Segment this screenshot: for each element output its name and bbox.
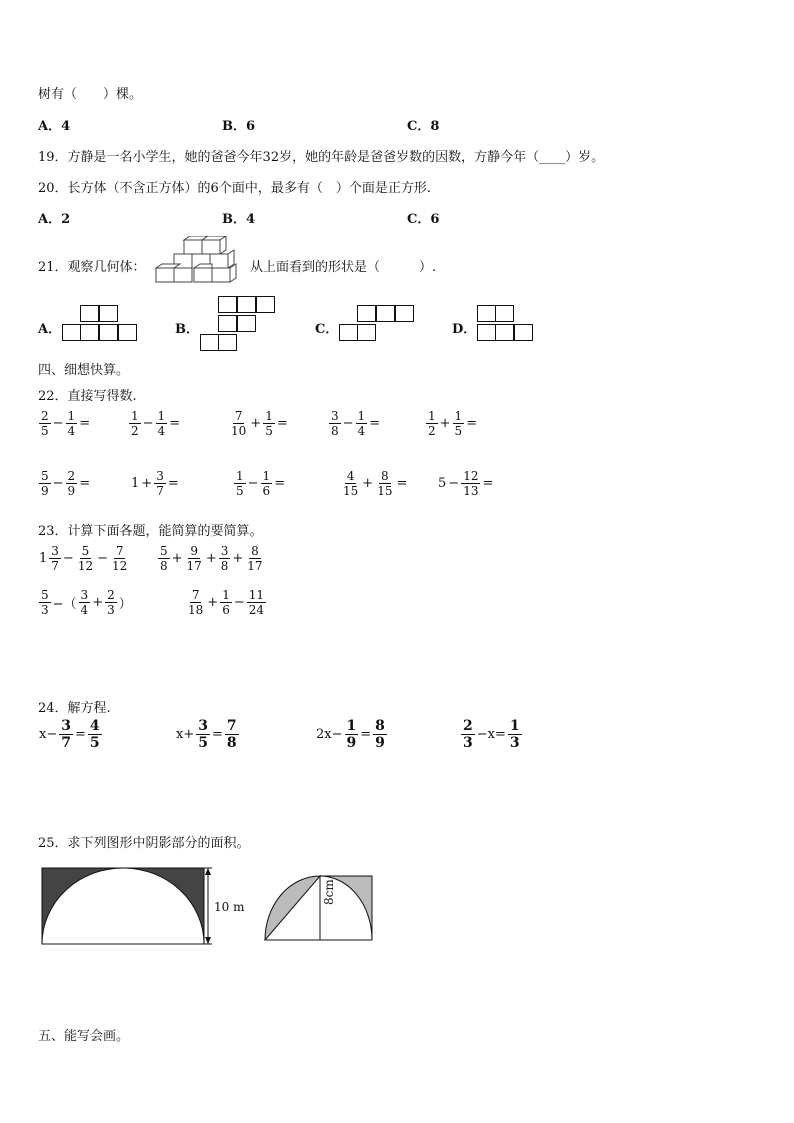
denominator: 7 <box>51 559 59 573</box>
equation-prefix: x+ <box>176 727 195 742</box>
operator: − <box>448 476 460 491</box>
q22-expression <box>328 409 381 438</box>
numerator: 1 <box>509 718 520 734</box>
denominator: 15 <box>343 484 359 498</box>
operator: − <box>142 416 154 431</box>
denominator: 3 <box>107 603 115 617</box>
q20-text: 20．长方体（不含正方体）的6个面中，最多有（ ）个面是正方形. <box>38 181 431 196</box>
operator: − <box>62 551 74 566</box>
numerator: 1 <box>357 409 366 423</box>
numerator: 8 <box>375 718 385 734</box>
numerator: 1 <box>454 409 463 423</box>
fraction <box>196 718 210 751</box>
denominator: 5 <box>236 484 244 498</box>
denominator: 8 <box>226 735 237 751</box>
q18-option-c: C．8 <box>407 119 440 134</box>
numerator: 7 <box>115 544 124 558</box>
q25-figure-2 <box>263 872 375 942</box>
fraction <box>373 718 387 751</box>
q24-title: 24．解方程. <box>38 701 111 716</box>
denominator: 12 <box>112 559 128 573</box>
numerator: 1 <box>236 469 244 483</box>
numerator: 2 <box>41 409 49 423</box>
equals-sign: = <box>274 476 286 491</box>
q18-tail: 树有（ ）棵。 <box>38 87 143 102</box>
equation-middle: = <box>360 727 372 742</box>
denominator: 6 <box>222 603 230 617</box>
q24-equation <box>315 718 388 751</box>
q21-option-a-label: A． <box>38 322 62 337</box>
equals-sign: = <box>369 416 381 431</box>
fraction <box>66 409 78 438</box>
fraction <box>263 409 275 438</box>
fraction <box>156 409 168 438</box>
fraction <box>508 718 522 751</box>
denominator: 4 <box>67 424 76 438</box>
fraction <box>329 409 341 438</box>
numerator: 3 <box>156 469 164 483</box>
numerator: 1 <box>265 409 273 423</box>
numerator: 3 <box>80 588 89 602</box>
operator: + <box>439 416 451 431</box>
numerator: 3 <box>331 409 339 423</box>
denominator: 7 <box>156 484 164 498</box>
fraction <box>453 409 465 438</box>
operator: + <box>171 551 183 566</box>
denominator: 2 <box>131 424 139 438</box>
whole-number: 5 <box>438 476 447 491</box>
section-5-title: 五、能写会画。 <box>38 1029 130 1044</box>
operator: − <box>52 416 64 431</box>
q22-expression <box>340 469 408 498</box>
numerator: 3 <box>220 544 229 558</box>
fraction <box>186 588 205 617</box>
operator: + <box>207 595 219 610</box>
fraction <box>49 544 61 573</box>
denominator: 5 <box>41 424 49 438</box>
numerator: 2 <box>107 588 115 602</box>
q22-expression <box>425 409 478 438</box>
fraction <box>158 544 170 573</box>
fraction <box>154 469 166 498</box>
numerator: 8 <box>251 544 259 558</box>
q19-text: 19．方静是一名小学生，她的爸爸今年32岁，她的年龄是爸爸岁数的因数，方静今年（____）岁。 <box>38 150 605 165</box>
fraction <box>225 718 239 751</box>
q25-figure-1 <box>40 866 240 948</box>
q25-title: 25．求下列图形中阴影部分的面积。 <box>38 836 250 851</box>
equation-middle: = <box>74 727 86 742</box>
denominator: 9 <box>41 484 49 498</box>
numerator: 5 <box>41 469 49 483</box>
fraction <box>105 588 117 617</box>
equals-sign: = <box>169 416 181 431</box>
q20-option-a: A．2 <box>38 212 71 227</box>
operator: + <box>92 595 104 610</box>
numerator: 1 <box>428 409 436 423</box>
fraction <box>220 588 232 617</box>
denominator: 5 <box>454 424 463 438</box>
numerator: 5 <box>160 544 168 558</box>
numerator: 3 <box>61 718 71 734</box>
q18-option-b: B．6 <box>222 119 256 134</box>
denominator: 5 <box>265 424 273 438</box>
q23-expression <box>185 588 267 617</box>
numerator: 1 <box>131 409 139 423</box>
fraction <box>88 718 102 751</box>
q18-option-a: A．4 <box>38 119 71 134</box>
fraction <box>219 544 231 573</box>
numerator: 3 <box>51 544 59 558</box>
equation-middle: −x= <box>476 727 506 742</box>
equals-sign: = <box>396 476 408 491</box>
section-4-title: 四、细想快算。 <box>38 363 130 378</box>
numerator: 5 <box>41 588 49 602</box>
numerator: 8 <box>381 469 389 483</box>
equals-sign: = <box>276 416 288 431</box>
denominator: 3 <box>463 735 473 751</box>
numerator: 7 <box>191 588 200 602</box>
numerator: 5 <box>81 544 90 558</box>
q25-label-8cm: 8cm <box>322 879 336 905</box>
denominator: 8 <box>220 559 229 573</box>
numerator: 7 <box>234 409 243 423</box>
denominator: 17 <box>247 559 263 573</box>
numerator: 7 <box>226 718 237 734</box>
fraction <box>185 544 204 573</box>
equation-middle: = <box>211 727 223 742</box>
q21-option-d-figure <box>477 305 537 345</box>
q22-expression <box>38 409 91 438</box>
operator: − <box>247 476 259 491</box>
numerator: 9 <box>190 544 198 558</box>
numerator: 11 <box>248 588 265 602</box>
q21-suffix: 从上面看到的形状是（ ）. <box>250 260 437 275</box>
operator: − <box>342 416 354 431</box>
fraction <box>110 544 129 573</box>
operator: ） <box>118 597 132 612</box>
q22-expression <box>228 409 289 438</box>
denominator: 6 <box>262 484 271 498</box>
q21-option-c-label: C． <box>315 322 339 337</box>
denominator: 12 <box>77 559 94 573</box>
fraction <box>39 588 51 617</box>
whole-number: 1 <box>131 476 140 491</box>
denominator: 8 <box>331 424 339 438</box>
fraction <box>234 469 246 498</box>
operator: + <box>250 416 262 431</box>
operator: + <box>362 476 374 491</box>
q21-option-d-label: D． <box>452 322 477 337</box>
q22-title: 22．直接写得数. <box>38 389 137 404</box>
operator: + <box>232 551 244 566</box>
numerator: 1 <box>222 588 230 602</box>
q21-solid-figure <box>154 236 242 288</box>
denominator: 9 <box>375 735 385 751</box>
numerator: 2 <box>463 718 473 734</box>
fraction <box>461 469 480 498</box>
denominator: 2 <box>428 424 436 438</box>
q21-option-b-figure <box>200 296 280 354</box>
denominator: 13 <box>463 484 479 498</box>
denominator: 7 <box>61 735 71 751</box>
q21-option-b-label: B． <box>175 322 199 337</box>
denominator: 5 <box>89 735 100 751</box>
q21-option-c-figure <box>339 305 419 345</box>
q24-equation <box>460 718 523 751</box>
denominator: 15 <box>377 484 393 498</box>
fraction <box>247 588 266 617</box>
fraction <box>345 718 359 751</box>
numerator: 1 <box>157 409 166 423</box>
fraction <box>356 409 368 438</box>
q22-expression <box>233 469 286 498</box>
fraction <box>76 544 95 573</box>
equation-prefix: 2x− <box>316 727 343 742</box>
fraction <box>461 718 475 751</box>
q22-expression <box>437 469 494 498</box>
operator: − <box>97 551 109 566</box>
fraction <box>129 409 141 438</box>
fraction <box>39 409 51 438</box>
fraction <box>245 544 264 573</box>
q24-equation <box>175 718 240 751</box>
operator: + <box>141 476 153 491</box>
equals-sign: = <box>482 476 494 491</box>
q23-expression <box>38 588 133 617</box>
denominator: 17 <box>186 559 202 573</box>
denominator: 18 <box>188 603 204 617</box>
q20-option-c: C．6 <box>407 212 440 227</box>
fraction <box>341 469 360 498</box>
q20-option-b: B．4 <box>222 212 256 227</box>
fraction <box>79 588 91 617</box>
denominator: 4 <box>80 603 89 617</box>
fraction <box>59 718 73 751</box>
whole-number: 1 <box>39 551 48 566</box>
numerator: 1 <box>67 409 76 423</box>
denominator: 4 <box>157 424 166 438</box>
numerator: 2 <box>67 469 76 483</box>
equation-prefix: x− <box>39 727 58 742</box>
fraction <box>261 469 273 498</box>
denominator: 5 <box>198 735 208 751</box>
equals-sign: = <box>79 416 91 431</box>
operator: −（ <box>52 597 77 612</box>
denominator: 3 <box>41 603 49 617</box>
numerator: 4 <box>89 718 100 734</box>
denominator: 3 <box>509 735 520 751</box>
numerator: 1 <box>262 469 271 483</box>
equals-sign: = <box>79 476 91 491</box>
operator: + <box>205 551 217 566</box>
q21-prefix: 21．观察几何体： <box>38 260 146 275</box>
numerator: 1 <box>346 718 357 734</box>
q23-expression <box>157 544 266 573</box>
q23-title: 23．计算下面各题，能简算的要简算。 <box>38 524 263 539</box>
fraction <box>375 469 394 498</box>
fraction <box>66 469 78 498</box>
denominator: 9 <box>346 735 357 751</box>
q22-expression <box>128 409 181 438</box>
numerator: 4 <box>346 469 355 483</box>
fraction <box>426 409 438 438</box>
q24-equation <box>38 718 103 751</box>
q21-option-a-figure <box>62 305 140 345</box>
operator: − <box>233 595 245 610</box>
denominator: 9 <box>67 484 76 498</box>
denominator: 24 <box>248 603 265 617</box>
numerator: 3 <box>198 718 208 734</box>
q23-expression <box>38 544 130 573</box>
denominator: 4 <box>357 424 366 438</box>
fraction <box>229 409 248 438</box>
denominator: 8 <box>160 559 168 573</box>
q22-expression <box>130 469 180 498</box>
denominator: 10 <box>231 424 247 438</box>
numerator: 12 <box>463 469 479 483</box>
operator: − <box>52 476 64 491</box>
q25-label-10m: 10 m <box>214 900 245 914</box>
fraction <box>39 469 51 498</box>
q22-expression <box>38 469 91 498</box>
equals-sign: = <box>167 476 179 491</box>
equals-sign: = <box>466 416 478 431</box>
